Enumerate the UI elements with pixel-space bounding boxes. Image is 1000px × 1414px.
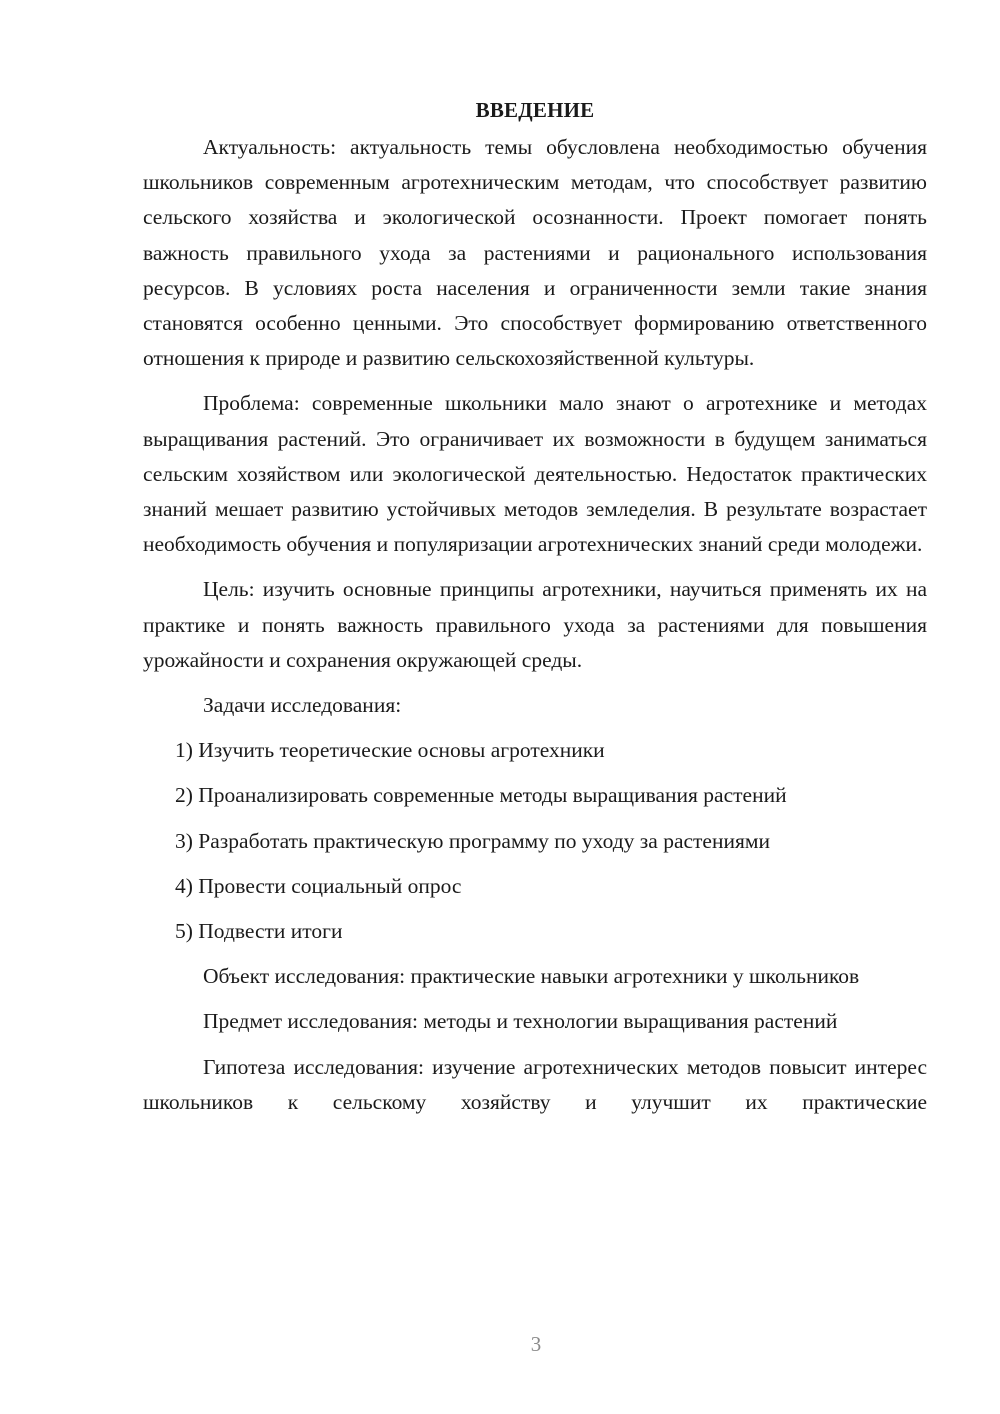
tasks-list xyxy=(143,733,927,949)
list-item: 3) Разработать практическую программу по уходу за растениями xyxy=(175,828,770,853)
document-page xyxy=(143,92,927,1130)
page-number: 3 xyxy=(530,1332,542,1356)
list-item: 1) Изучить теоретические основы агротехники xyxy=(175,738,605,763)
list-item: 4) Провести социальный опрос xyxy=(175,873,462,898)
tasks-heading: Задачи исследования: xyxy=(203,693,402,718)
list-item: 5) Подвести итоги xyxy=(175,919,343,944)
list-item: 2) Проанализировать современные методы выращивания растений xyxy=(175,783,787,808)
section-title: ВВЕДЕНИЕ xyxy=(475,98,595,122)
hypothesis-paragraph: Гипотеза исследования: изучение агротехнических методов повысит интерес школьников к сельскому хозяйству и улучшит их практические xyxy=(143,1054,927,1114)
relevance-paragraph: Актуальность: актуальность темы обусловлена необходимостью обучения школьников современным агротехническим методам, что способствует развитию сельского хозяйства и экологической осознанности. Проект помогает понять важность правильного ухода за растениями и рационального использования ресурсов. В условиях роста населения и ограниченности земли такие знания становятся особенно ценными. Это способствует формированию ответственного отношения к природе и развитию сельскохозяйственной культуры. xyxy=(143,135,927,371)
subject-paragraph: Предмет исследования: методы и технологии выращивания растений xyxy=(203,1009,838,1034)
problem-paragraph: Проблема: современные школьники мало знают о агротехнике и методах выращивания растений. Это ограничивает их возможности в будущем заниматься сельским хозяйством или экологической деятельностью. Недостаток практических знаний мешает развитию устойчивых методов земледелия. В результате возрастает необходимость обучения и популяризации агротехнических знаний среди молодежи. xyxy=(143,391,927,557)
object-paragraph: Объект исследования: практические навыки агротехники у школьников xyxy=(203,964,860,989)
goal-paragraph: Цель: изучить основные принципы агротехники, научиться применять их на практике и понять важность правильного ухода за растениями для повышения урожайности и сохранения окружающей среды. xyxy=(143,577,927,672)
